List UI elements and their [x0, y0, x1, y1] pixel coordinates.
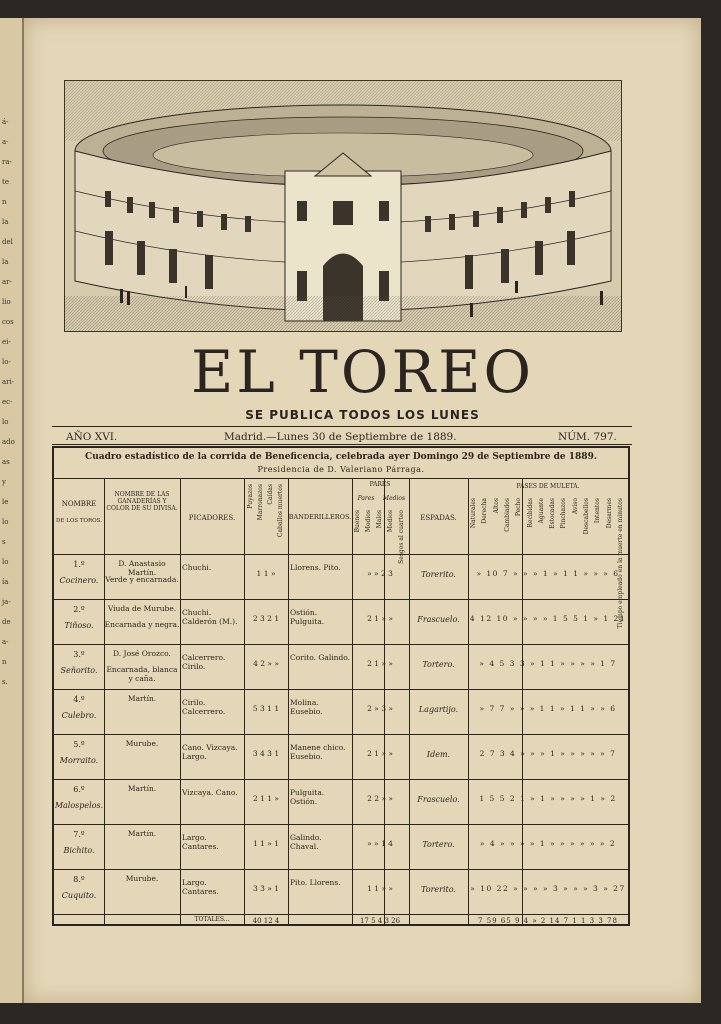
pares-counts: 2 1 » » — [367, 749, 393, 758]
header-pares-col: Malos — [376, 510, 383, 529]
espada-name: Torerito. — [421, 885, 456, 894]
header-pares: PARES — [369, 481, 391, 488]
picadores-names: Cirilo. Calcerrero. — [182, 698, 226, 716]
table-rule — [522, 478, 523, 924]
bull-number: 2.º — [73, 605, 85, 614]
left-page-fragment: le — [2, 498, 9, 506]
banderilleros-names: Llorens. Pito. — [290, 563, 341, 572]
espada-name: Idem. — [426, 750, 451, 759]
totales-picadores: 40 12 4 — [252, 917, 280, 925]
bull-number: 4.º — [73, 695, 85, 704]
left-page-fragment: lio — [2, 298, 11, 306]
pares-counts: 2 1 » » — [367, 614, 393, 623]
bull-number: 1.º — [73, 560, 85, 569]
bull-number: 5.º — [73, 740, 85, 749]
pases-counts: 1 5 5 2 1 » 1 » » » » 1 » 2 — [479, 794, 617, 803]
banderilleros-names: Pulguita. Ostión. — [290, 788, 325, 806]
bull-name: Malospelos. — [54, 801, 104, 810]
left-page-fragment: y — [2, 478, 6, 486]
issue-number: NÚM. 797. — [558, 431, 617, 443]
header-pases-col: Pecho — [515, 498, 523, 517]
table-rule — [384, 478, 385, 924]
pares-counts: 1 1 » » — [367, 884, 393, 893]
table-caption: Cuadro estadístico de la corrida de Beneficencia, celebrada ayer Domingo 29 de Septiembre de 1889. — [85, 452, 597, 462]
picadores-names: Vizcaya. Cano. — [182, 788, 238, 797]
left-page-fragment: lo — [2, 558, 9, 566]
left-page-fragment: cos — [2, 318, 14, 326]
newspaper-page — [24, 18, 701, 1003]
ganaderia-name: Murube. — [125, 739, 159, 748]
header-pases-col: Estocadas — [549, 498, 557, 529]
ganaderia-name: Martín. — [127, 784, 157, 793]
statistics-table — [52, 446, 630, 926]
table-rule — [54, 554, 628, 555]
pares-counts: 2 » 3 » — [367, 704, 393, 713]
banderilleros-names: Manene chico. Eusebio. — [290, 743, 346, 761]
left-page-fragment: á- — [2, 118, 9, 126]
header-pic-col: Caballos muertos — [277, 484, 284, 538]
table-rule — [54, 644, 628, 645]
left-page-fragment: s. — [2, 678, 8, 686]
left-page-fragment: a- — [2, 638, 9, 646]
pares-counts: » » 1 4 — [367, 839, 393, 848]
bottom-rule — [52, 444, 632, 445]
ganaderia-name: D. José Orozco. — [113, 649, 171, 658]
left-page-fragment: la — [2, 218, 9, 226]
bullring-engraving — [64, 80, 622, 332]
left-page-fragment: lo- — [2, 358, 11, 366]
left-page-fragment: as — [2, 458, 10, 466]
left-page-fragment: ec- — [2, 398, 13, 406]
left-page-fragment: te — [2, 178, 9, 186]
table-rule — [54, 779, 628, 780]
left-page-fragment: ar- — [2, 278, 12, 286]
table-rule — [54, 478, 628, 479]
left-page-fragment: a- — [2, 138, 9, 146]
pases-counts: » 4 5 3 3 » 1 1 » » » » 1 7 — [479, 659, 617, 668]
bull-name: Bichito. — [63, 846, 95, 855]
pases-counts: » 7 7 » » » 1 1 » 1 1 » » 6 — [479, 704, 617, 713]
left-page-fragment: ía — [2, 578, 9, 586]
pares-counts: » » 2 3 — [367, 569, 393, 578]
picadores-counts: 2 1 1 » — [252, 794, 280, 803]
bull-number: 3.º — [73, 650, 85, 659]
header-pic-col: Caídas — [267, 484, 274, 505]
table-rule — [244, 478, 245, 924]
masthead-subtitle: SE PUBLICA TODOS LOS LUNES — [245, 408, 480, 422]
bull-number: 7.º — [73, 830, 85, 839]
bull-name: Cocinero. — [59, 576, 99, 585]
left-page-fragment: ei- — [2, 338, 11, 346]
picadores-names: Largo. Cantares. — [182, 878, 219, 896]
header-pic-col: Marronazos — [257, 484, 264, 521]
header-pases-col: Aviso — [571, 498, 579, 515]
espada-name: Frascuelo. — [417, 795, 460, 804]
picadores-counts: 1 1 » — [256, 569, 276, 578]
totales-pares: 17 5 4 3 26 — [359, 917, 401, 925]
pares-counts: 2 1 » » — [367, 659, 393, 668]
header-picadores: PICADORES. — [188, 514, 236, 522]
picadores-counts: 4 2 » » — [253, 659, 279, 668]
left-page-fragment: del — [2, 238, 13, 246]
pases-counts: » 10 22 » » » » 3 » » » 3 » 27 — [470, 884, 626, 893]
espada-name: Torerito. — [421, 570, 456, 579]
bull-name: Culebro. — [61, 711, 97, 720]
picadores-names: Calcerrero. Cirilo. — [182, 653, 226, 671]
picadores-names: Chuchi. Calderón (M.). — [182, 608, 238, 626]
left-page-fragment: ja- — [2, 598, 11, 606]
header-de-los-toros: DE LOS TOROS. — [56, 518, 102, 524]
bull-name: Cuquito. — [61, 891, 97, 900]
left-page-fragment: s — [2, 538, 6, 546]
table-rule — [409, 478, 410, 924]
table-rule — [54, 689, 628, 690]
header-pares-col: Buenos — [354, 510, 361, 533]
header-pases-col: Pinchazos — [560, 498, 568, 529]
bull-name: Morraito. — [59, 756, 99, 765]
header-pases-col: Naturales — [470, 498, 477, 529]
espada-name: Tortero. — [422, 660, 455, 669]
picadores-counts: 2 3 2 1 — [252, 614, 280, 623]
totales-pases: 7 59 65 9 4 » 2 14 7 1 1 3 3 78 — [478, 917, 618, 925]
bull-number: 6.º — [73, 785, 85, 794]
left-page-fragment: ado — [2, 438, 15, 446]
table-rule — [54, 599, 628, 600]
divisa-color: Encarnada y negra. — [104, 620, 180, 629]
top-rule — [52, 426, 632, 427]
header-pares-col: Sesgos al cuarteo — [398, 510, 405, 564]
pases-counts: » 10 7 » » » 1 » 1 1 » » » 6 — [476, 569, 620, 578]
header-pases-col: Derecha — [481, 498, 489, 524]
header-pases: PASES DE MULETA. — [516, 483, 580, 490]
bull-number: 8.º — [73, 875, 85, 884]
left-page-fragment: ra- — [2, 158, 12, 166]
bull-name: Tiñoso. — [64, 621, 94, 630]
banderilleros-names: Ostión. Pulguita. — [290, 608, 325, 626]
pares-counts: 2 2 » » — [367, 794, 393, 803]
espada-name: Lagartijo. — [418, 705, 459, 714]
divisa-color: Encarnada, blanca y caña. — [106, 665, 178, 683]
table-rule — [352, 478, 353, 924]
left-page-fragment: lo — [2, 518, 9, 526]
header-pases-col: Recibidas — [526, 498, 534, 528]
divisa-color: Verde y encarnada. — [105, 575, 179, 584]
header-pares-col: Medios — [365, 510, 372, 533]
bull-name: Señorito. — [60, 666, 98, 675]
table-rule — [54, 914, 628, 915]
banderilleros-names: Pito. Llorens. — [290, 878, 341, 887]
banderilleros-names: Corito. Galindo. — [290, 653, 351, 662]
header-pic-col: Puyazos — [247, 484, 254, 509]
picadores-counts: 5 3 1 1 — [252, 704, 280, 713]
header-ganaderia: NOMBRE DE LAS GANADERÍAS Y COLOR DE SU DIVISA. — [106, 491, 178, 512]
table-rule — [468, 478, 469, 924]
header-pares-col: Medios — [387, 510, 394, 533]
left-page-fragment: de — [2, 618, 11, 626]
header-pases-col: Desarmes — [605, 498, 613, 529]
banderilleros-names: Molina. Eusebio. — [290, 698, 323, 716]
table-rule — [54, 734, 628, 735]
left-page-fragment: n — [2, 198, 7, 206]
left-page-edge — [0, 18, 24, 1003]
picadores-counts: 3 3 » 1 — [252, 884, 280, 893]
banderilleros-names: Galindo. Chaval. — [290, 833, 322, 851]
header-espadas: ESPADAS. — [420, 514, 457, 522]
header-pares-sub: Pares — [357, 495, 375, 502]
header-pases-col: Cambiados — [503, 498, 511, 532]
ganaderia-name: Murube. — [125, 874, 159, 883]
bullring-illustration-icon — [65, 81, 621, 331]
table-rule — [54, 869, 628, 870]
ganaderia-name: Martín. — [127, 829, 157, 838]
left-page-fragment: la — [2, 258, 9, 266]
header-banderilleros: BANDERILLEROS. — [288, 513, 352, 521]
picadores-counts: 3 4 3 1 — [252, 749, 280, 758]
header-pases-col: Tiempo empleado en la muerte en minutos — [616, 498, 624, 629]
picadores-counts: 1 1 » 1 — [252, 839, 280, 848]
espada-name: Frascuelo. — [417, 615, 460, 624]
table-grid — [54, 478, 628, 924]
picadores-names: Largo. Cantares. — [182, 833, 219, 851]
table-rule — [54, 824, 628, 825]
ganaderia-name: Viuda de Murube. — [107, 604, 177, 613]
left-page-fragment: ari- — [2, 378, 15, 386]
table-rule — [288, 478, 289, 924]
header-pases-col: Descabellos — [583, 498, 590, 535]
pases-counts: 2 7 3 4 » » » 1 » » » » » 7 — [479, 749, 617, 758]
ganaderia-name: D. Anastasio Martín. — [118, 559, 166, 577]
picadores-names: Chuchi. — [182, 563, 212, 572]
masthead-title: EL TOREO — [190, 338, 535, 406]
totales-label: TOTALES... — [194, 916, 230, 923]
pases-counts: » 4 » » » » 1 » » » » » » 2 — [479, 839, 617, 848]
header-pases-col: Altos — [492, 498, 500, 514]
left-page-fragment: n — [2, 658, 7, 666]
issue-date: Madrid.—Lunes 30 de Septiembre de 1889. — [224, 431, 457, 443]
espada-name: Tortero. — [422, 840, 455, 849]
header-pares-sub: Medios — [382, 495, 406, 502]
header-nombre: NOMBRE — [61, 500, 97, 508]
header-pases-col: Aguante — [537, 498, 545, 524]
table-presidency: Presidencia de D. Valeriano Párraga. — [257, 465, 425, 474]
header-pases-col: Intentos — [594, 498, 602, 524]
pases-counts: 4 12 10 » » » » 1 5 5 1 » 1 21 — [469, 614, 627, 623]
issue-year: AÑO XVI. — [66, 431, 118, 443]
table-rule — [180, 478, 181, 924]
left-page-fragment: lo — [2, 418, 9, 426]
ganaderia-name: Martín. — [127, 694, 157, 703]
picadores-names: Cano. Vizcaya. Largo. — [182, 743, 238, 761]
